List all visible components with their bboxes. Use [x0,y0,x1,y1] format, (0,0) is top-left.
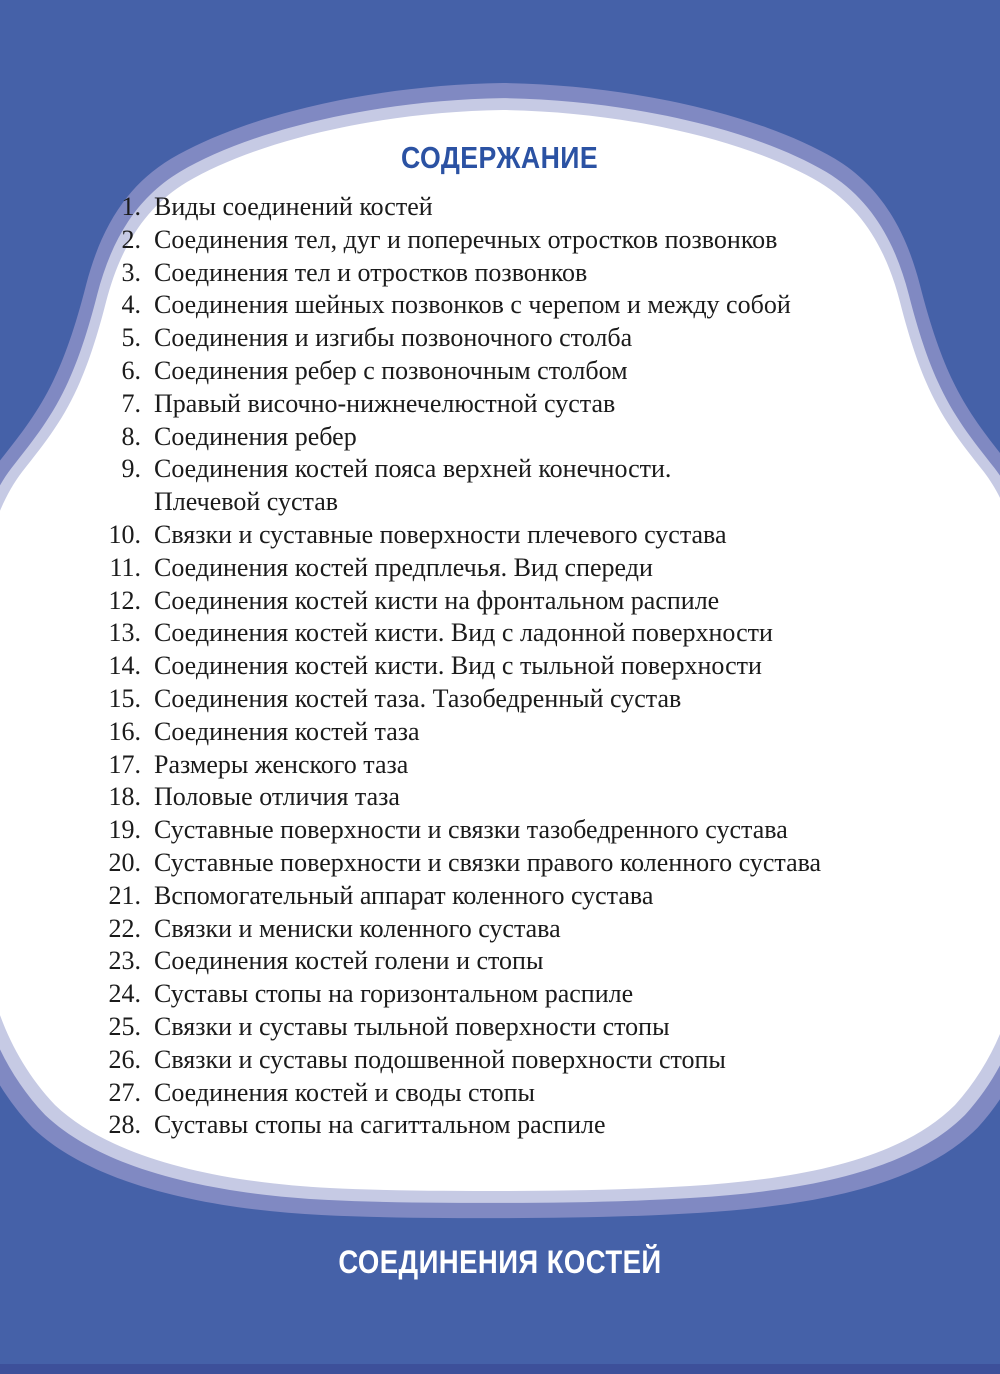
toc-item [97,945,960,978]
toc-item-number: 24. [108,979,141,1009]
toc-item [97,716,960,749]
toc-item-number: 27. [108,1077,141,1107]
toc-item-number: 26. [108,1044,141,1074]
toc-item [97,814,960,847]
toc-item-number: 19. [108,815,141,845]
toc-item-number: 15. [108,683,141,713]
toc-item-number: 11. [109,552,141,582]
toc-list [0,191,1000,1142]
toc-item-number: 8. [121,421,141,451]
toc-item-text: Соединения костей кисти. Вид с ладонной поверхности [154,618,773,648]
toc-item-text: Правый височно-нижнечелюстной сустав [154,388,616,418]
toc-item-text: Соединения костей пояса верхней конечности. Плечевой сустав [154,454,672,517]
toc-item-text: Соединения и изгибы позвоночного столба [154,323,633,353]
toc-item-number: 16. [108,716,141,746]
toc-item [97,683,960,716]
toc-item-text: Соединения ребер с позвоночным столбом [154,355,628,385]
toc-item-text: Суставы стопы на сагиттальном распиле [154,1110,606,1140]
toc-item-text: Соединения костей и своды стопы [154,1077,535,1107]
toc-item [97,880,960,913]
toc-item-number: 9. [121,454,141,484]
toc-item [97,289,960,322]
toc-item-text: Связки и суставы подошвенной поверхности стопы [154,1044,726,1074]
toc-item-text: Половые отличия таза [154,782,400,812]
toc-item-text: Суставы стопы на горизонтальном распиле [154,979,634,1009]
toc-item-text: Соединения ребер [154,421,357,451]
toc-item-number: 23. [108,946,141,976]
toc-item-number: 13. [108,618,141,648]
footer-title [0,1244,1000,1281]
toc-item-number: 14. [108,651,141,681]
toc-item-text: Соединения тел, дуг и поперечных отростков позвонков [154,224,778,254]
toc-item-number: 12. [108,585,141,615]
toc-item [97,421,960,454]
toc-item-text: Связки и мениски коленного сустава [154,913,561,943]
toc-item [97,617,960,650]
toc-item-text: Соединения костей голени и стопы [154,946,544,976]
toc-item-text: Соединения тел и отростков позвонков [154,257,588,287]
toc-item [97,978,960,1011]
toc-item-text: Соединения костей таза. Тазобедренный сустав [154,683,682,713]
page-title-text: СОДЕРЖАНИЕ [401,140,599,175]
toc-item [97,257,960,290]
toc-item-number: 28. [108,1110,141,1140]
toc-item-number: 2. [121,224,141,254]
toc-item-text: Соединения костей предплечья. Вид спереди [154,552,653,582]
toc-item-number: 17. [108,749,141,779]
toc-item-text: Соединения костей кисти. Вид с тыльной поверхности [154,651,762,681]
toc-item [97,650,960,683]
toc-item [97,322,960,355]
toc-item-number: 7. [121,388,141,418]
toc-item [97,847,960,880]
toc-item-text: Соединения костей таза [154,716,420,746]
toc-item-text: Виды соединений костей [154,192,433,221]
page-title [0,140,1000,176]
toc-item [97,453,960,519]
toc-item [97,781,960,814]
toc-item [97,552,960,585]
toc-item-number: 6. [121,355,141,385]
toc-item [97,1077,960,1110]
toc-item [97,913,960,946]
toc-item-text: Связки и суставы тыльной поверхности стопы [154,1011,670,1041]
toc-item-number: 4. [121,290,141,320]
toc-item-number: 22. [108,913,141,943]
toc-item-text: Размеры женского таза [154,749,409,779]
toc-item-text: Суставные поверхности и связки правого коленного сустава [154,847,822,877]
toc-item [97,585,960,618]
bottom-edge-strip [0,1364,1000,1374]
toc-item [97,388,960,421]
toc-item [97,191,960,224]
toc-item-text: Вспомогательный аппарат коленного сустава [154,880,654,910]
footer-title-text: СОЕДИНЕНИЯ КОСТЕЙ [338,1244,662,1280]
toc-item [97,224,960,257]
toc-item-text: Соединения костей кисти на фронтальном распиле [154,585,720,615]
toc-item-number: 18. [108,782,141,812]
toc-item [97,1044,960,1077]
toc-item [97,355,960,388]
toc-item-number: 21. [108,880,141,910]
toc-item-text: Суставные поверхности и связки тазобедренного сустава [154,815,788,845]
toc-item-number: 20. [108,847,141,877]
toc-item-text: Связки и суставные поверхности плечевого сустава [154,519,727,549]
toc-item [97,1109,960,1142]
toc-item [97,519,960,552]
toc-item-number: 3. [121,257,141,287]
toc-item-number: 5. [121,323,141,353]
toc-item-number: 1. [121,192,141,221]
toc-item-text: Соединения шейных позвонков с черепом и между собой [154,290,791,320]
toc-item-number: 10. [108,519,141,549]
toc-item-number: 25. [108,1011,141,1041]
toc-item [97,1011,960,1044]
toc-item [97,749,960,782]
